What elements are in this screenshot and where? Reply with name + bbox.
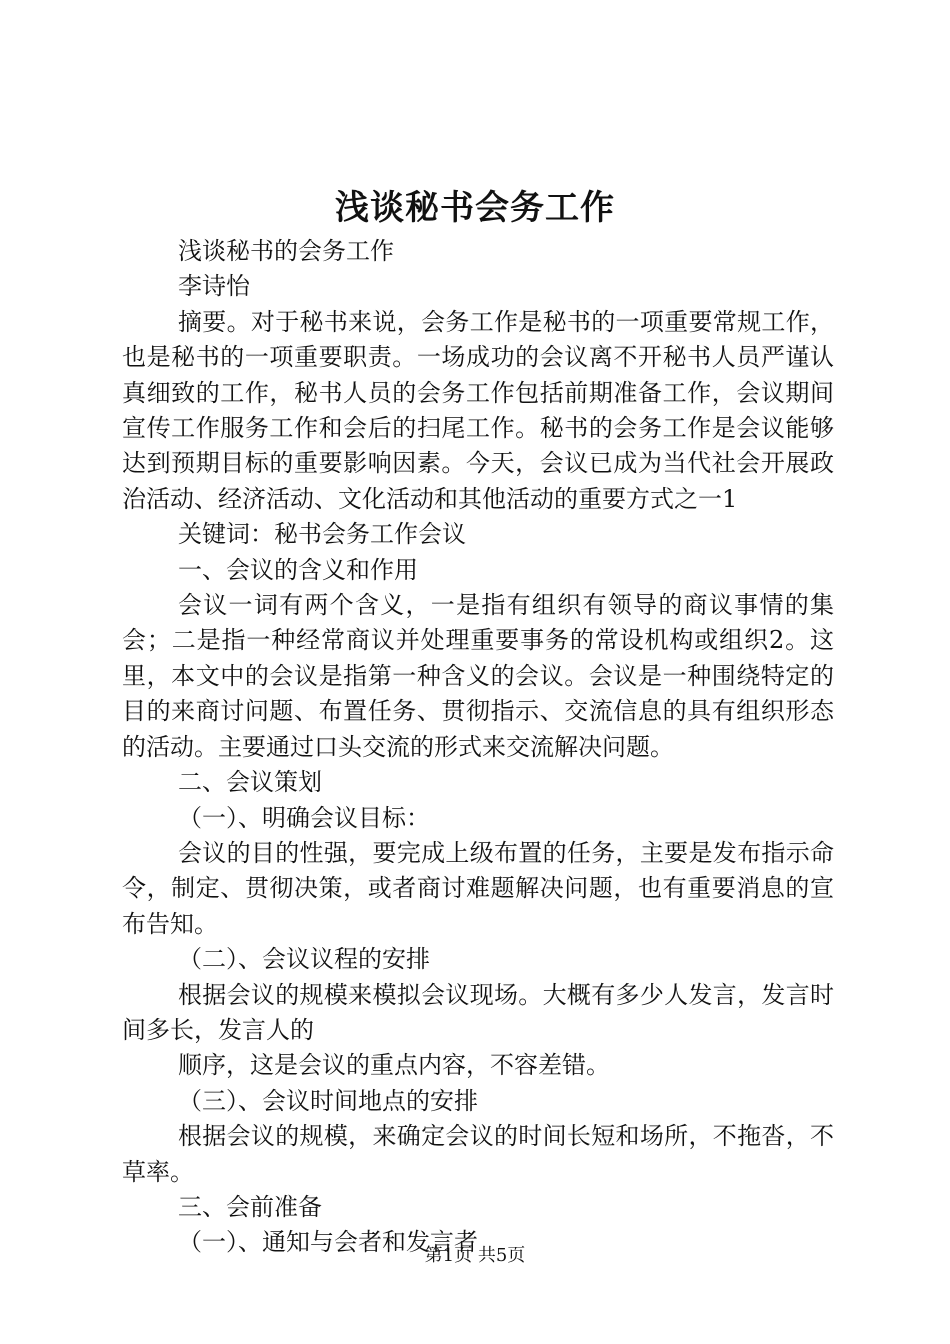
keywords: 关键词：秘书会务工作会议: [178, 520, 466, 549]
section-heading-1: 一、会议的含义和作用: [178, 555, 418, 584]
abstract-paragraph: 摘要。对于秘书来说，会务工作是秘书的一项重要常规工作，也是秘书的一项重要职责。一场成功的会议离不开秘书人员严谨认真细致的工作，秘书人员的会务工作包括前期准备工作，会议期间宣传工作服务工作和会后的扫尾工作。秘书的会务工作是会议能够达到预期目标的重要影响因素。今天，会议已成为当代社会开展政治活动、经济活动、文化活动和其他活动的重要方式之一1: [122, 307, 834, 513]
document-body: [122, 234, 834, 1261]
body-paragraph: 会议的目的性强，要完成上级布置的任务，主要是发布指示命令，制定、贯彻决策，或者商讨难题解决问题，也有重要消息的宣布告知。: [122, 838, 834, 938]
author: 李诗怡: [178, 272, 250, 301]
body-paragraph: 顺序，这是会议的重点内容，不容差错。: [178, 1051, 610, 1080]
section-heading-2: 二、会议策划: [178, 768, 322, 797]
subsection-heading: （三）、会议时间地点的安排: [178, 1086, 478, 1115]
subtitle: 浅谈秘书的会务工作: [178, 237, 394, 265]
page-number: 第1页 共5页: [424, 1245, 526, 1266]
body-paragraph: 根据会议的规模，来确定会议的时间长短和场所，不拖沓，不草率。: [122, 1122, 834, 1186]
body-paragraph: 会议一词有两个含义，一是指有组织有领导的商议事情的集会；二是指一种经常商议并处理重要事务的常设机构或组织2。这里，本文中的会议是指第一种含义的会议。会议是一种围绕特定的目的来商讨问题、布置任务、贯彻指示、交流信息的具有组织形态的活动。主要通过口头交流的形式来交流解决问题。: [122, 591, 834, 761]
subsection-heading: （二）、会议议程的安排: [178, 945, 430, 974]
section-heading-3: 三、会前准备: [178, 1192, 322, 1221]
document-title: 浅谈秘书会务工作: [335, 188, 615, 228]
body-paragraph: 根据会议的规模来模拟会议现场。大概有多少人发言，发言时间多长，发言人的: [122, 980, 834, 1044]
subsection-heading: （一）、通知与会者和发言者: [178, 1228, 478, 1257]
subsection-heading: （一）、明确会议目标：: [178, 803, 430, 832]
